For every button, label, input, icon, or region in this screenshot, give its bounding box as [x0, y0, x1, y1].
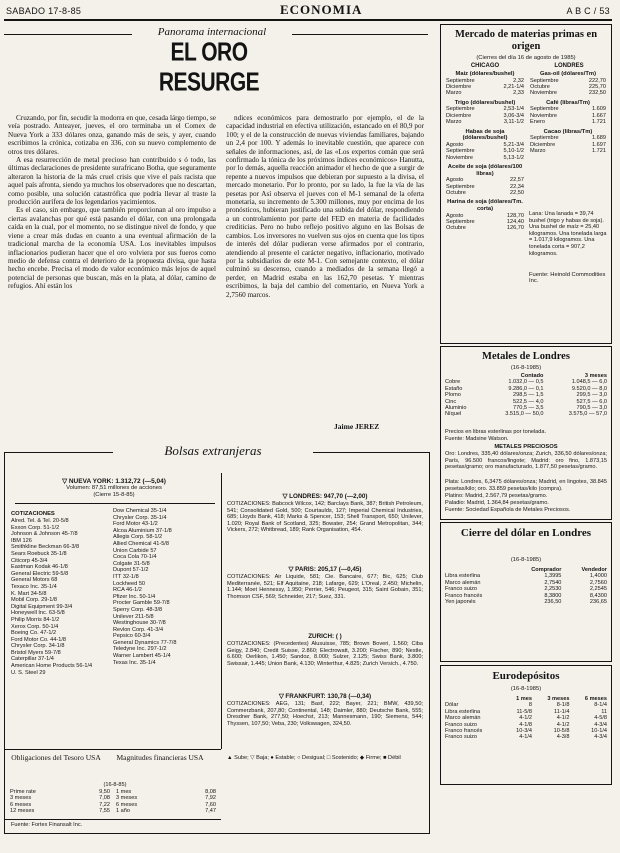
commodity-table — [445, 177, 525, 196]
paragraph: A esa resurrección de metal precioso han contribuido s ó todo, las últimas declaraciones de presidente surafricano Botha, que seguramente alteraron la historia de la más cruel crisis que vive el país racista que aquel país afronta, siendo ya muchos los observadores que no descartan, como posible, una solución catastrófica que podría llevar al traste la producción aurífera de los legendarios yacimientos. — [8, 156, 216, 207]
cell-value: 4-1/4 — [519, 734, 532, 741]
materias-note: Lana: Una lanada = 39,74 bushel (trigo y habas de soja). Una bushel de maíz = 25,40 kilogramos. Una tonelada larga = 1.017,9 kilogramos. Una tonelada corta = 907,2 kilogramos. — [529, 211, 607, 257]
row-label: Septiembre — [446, 183, 475, 190]
row-label: 3 meses — [10, 795, 32, 802]
row-label: Estaño — [445, 385, 463, 392]
cell-value: 1.689 — [592, 135, 606, 142]
stock-quote: Alred. Tel. & Tel. 20-5/8 — [11, 518, 69, 524]
panorama-col2 — [226, 114, 424, 414]
cell-value: 1,4000 — [589, 573, 607, 580]
commodity-table — [529, 106, 607, 125]
row-label: Prime rate — [10, 789, 36, 795]
cell-value: 22,57 — [510, 177, 524, 184]
cell-value: 232,50 — [588, 90, 606, 97]
stock-quote: Eastman Kodak 46-1/8 — [11, 564, 68, 571]
londres-list — [529, 71, 607, 154]
row-label: Franco francés — [445, 728, 483, 735]
table-row — [445, 119, 525, 125]
cell-value: 7,47 — [205, 808, 216, 815]
cell-value: 4-3/4 — [594, 734, 607, 741]
row-label: Septiembre — [446, 77, 475, 84]
column-header: 6 meses — [584, 696, 607, 702]
cell-value: 7,55 — [99, 808, 110, 815]
row-label: Noviembre — [530, 112, 558, 119]
cell-value: 5,13-1/2 — [503, 154, 524, 161]
cell-value: 5,21-3/4 — [503, 141, 524, 148]
cell-value: 1.697 — [592, 141, 606, 148]
euro-date: (16-8-1985) — [510, 686, 542, 692]
cell-value: 4-3/8 — [556, 734, 570, 741]
zurich-text: COTIZACIONES: (Precedentes) Alusuisse, 785; Brown Boveri, 1.560; Ciba Geigy, 2.840; Credit Suisse, 2.860; Electrowatt, 3.200; Fischer, 890; Nestle, 6.600; Oerlikon, 1.450; Sandoz, 8.000; Sulzer, 2.125; Swiss Bank, 3.800; Swissair, 1.445; Union Bank, 4.130; Winterthur, 4.825; Zurich Versich., 4.750. — [227, 641, 423, 667]
commodity-table — [445, 78, 525, 97]
paris-title: ▽ PARIS: 205,17 (—0,45) — [288, 566, 362, 573]
stock-quote: Coca Cola 70-1/4 — [113, 554, 157, 561]
stock-quote: General Electric 59-5/8 — [11, 570, 69, 577]
table-row — [529, 90, 607, 96]
stock-quote: Dupont 57-1/2 — [113, 567, 149, 574]
table-row — [9, 808, 111, 814]
row-label: Enero — [530, 119, 545, 126]
stock-quote: Bristol Myers 59-7/8 — [11, 649, 61, 656]
cell-value: 8,4300 — [589, 592, 607, 599]
row-label: Diciembre — [530, 141, 556, 148]
cell-value: 8-1/8 — [556, 702, 570, 709]
cierre-date: (16-8-1985) — [510, 557, 542, 563]
stock-quote: RCA 46-1/2 — [113, 587, 142, 594]
materias-section — [440, 24, 612, 344]
stock-quote: Lockheed 50 — [113, 580, 146, 587]
table-row — [529, 119, 607, 125]
stock-quote: ITT 32-1/8 — [113, 573, 139, 580]
commodity-table — [445, 106, 525, 125]
cierre-table — [444, 567, 608, 605]
stock-quote: Digital Equipment 99-3/4 — [11, 603, 73, 610]
cell-value: 5,10-1/2 — [503, 148, 524, 155]
materias-source: Fuente: Heinold Commodities Inc. — [529, 272, 606, 284]
row-label: Septiembre — [446, 219, 475, 226]
row-label: Libra esterlina — [445, 573, 481, 580]
paragraph: Cruzando, por fin, secudir la modorra en que, cesada lárgo tiempo, se veía postrado. Anteayer, jueves, el oro terminaba un el Comex de Nueva York a 333 dólares onza, ganando más de seis, y ayer, cuando escribimos la crónica, cotizaba en 336, con su nuevo complemento de otros tres dólares. — [8, 114, 216, 156]
metales-source-2: Fuente: Sociedad Española de Metales Preciosos. — [445, 507, 571, 513]
zurich-title: ZURICH: ( ) — [308, 633, 342, 640]
cell-value: 225,70 — [588, 84, 606, 90]
commodity-heading: Habas de soja (dólares/bushel) — [462, 128, 508, 142]
cell-value: 2,7540 — [544, 579, 562, 586]
commodity-heading: Harina de soja (dólares/Tm. corta) — [447, 199, 523, 213]
cell-value: 790,5 — 3,0 — [576, 405, 607, 412]
panorama-headline: EL ORO RESURGE — [158, 38, 260, 97]
row-label: Octubre — [530, 84, 550, 90]
row-label: Marco alemán — [445, 715, 481, 722]
stock-quote: Xerox Corp. 50-1/4 — [11, 623, 59, 630]
cell-value: 1.721 — [592, 148, 606, 155]
cell-value: 8,08 — [205, 789, 216, 795]
row-label: Octubre — [446, 225, 466, 232]
cell-value: 10-1/4 — [591, 728, 607, 735]
row-label: Septiembre — [446, 106, 475, 113]
panorama-col1 — [8, 114, 216, 436]
row-label: Marzo — [530, 148, 546, 155]
cell-value: 11-1/4 — [554, 708, 570, 715]
stock-quote: Exxon Corp. 51-1/2 — [11, 524, 60, 531]
cierre-title: Cierre del dólar en Londres — [460, 527, 592, 539]
frankfurt-text: COTIZACIONES: AEG, 131; Basf, 222; Bayer, 221; BMW, 439,50; Commerzbank, 207,80; Continental, 148; Daimler, 880; Deutsche Bank, 555; Dresdner Bank, 277,50; Hoechst, 213; Mannesmann, 190; Siemens, 544; Thyssen, 107,50; Veba, 230; Volkswagen, 324,50. — [227, 701, 423, 727]
ny-volume: Volumen: 87,51 millones de acciones — [66, 485, 162, 491]
cell-value: 3,06-3/4 — [503, 112, 524, 119]
cell-value: 7,08 — [99, 795, 110, 802]
cell-value: 4-1/8 — [519, 721, 532, 728]
row-label: 1 mes — [116, 789, 132, 795]
obligaciones-title: Obligaciones del Tesoro USA — [11, 753, 101, 762]
cell-value: 124,40 — [506, 219, 524, 226]
panorama-kicker: Panorama internacional — [132, 26, 292, 38]
cell-value: 8-1/4 — [594, 702, 607, 709]
table-row — [444, 411, 608, 417]
row-label: Yen japonés — [445, 599, 476, 606]
stock-quote: Texas Inc. 35-1/4 — [113, 659, 156, 666]
metales-title: Metales de Londres — [482, 351, 570, 362]
londres-label: LONDRES — [554, 63, 584, 69]
stock-quote: Boeing Co. 47-1/2 — [11, 630, 57, 637]
preciosos-title: METALES PRECIOSOS — [494, 444, 558, 450]
row-label: Diciembre — [446, 112, 472, 119]
cell-value: 11 — [601, 708, 607, 715]
stock-quote: Alcoa Aluminium 37-1/8 — [113, 527, 172, 534]
cell-value: 22,34 — [510, 183, 524, 190]
euro-section — [440, 665, 612, 785]
row-label: 12 meses — [10, 808, 35, 815]
column-header: 3 meses — [584, 373, 607, 379]
section-title: ECONOMIA — [280, 2, 363, 17]
stock-quote: Smithkline Beckman 66-3/8 — [11, 544, 80, 551]
stock-quote: Sperry Corp. 48-3/8 — [113, 606, 163, 613]
row-label: Noviembre — [530, 90, 558, 97]
bolsas-section — [4, 443, 430, 834]
cell-value: 299,5 — 3,0 — [576, 392, 607, 399]
cell-value: 2,7560 — [589, 579, 607, 586]
paragraph: Es el caso, sin embargo, que también proporcionan al oro impulso a ciertas avalanchas por qué está pasando el dólar, con una prolongada caída en la cual, por el momento, no se distingue nivel de fondo, y que viene a crear más dudas en cuanto a una eventual afirmación de la tradicional marcha de la economía USA. Los inevitables impulsos inflacionarios pudieran hacer que el oro volviera por sus fueros como medio de defensa contra el deterioro de la propuesta divisa, que hasta hecho encebe. Precisa el modo de valor económico más lejos de aquel potencial de personas que buscan, más en la plata, al dólar, camino de refugios. Ahí están los — [8, 206, 216, 291]
row-label: Septiembre — [530, 106, 559, 113]
obligaciones-table — [9, 789, 111, 815]
stock-quote: Honeywell Inc. 63-5/8 — [11, 610, 65, 617]
row-label: 3 meses — [116, 795, 138, 802]
row-label: Agosto — [446, 141, 464, 148]
table-row — [444, 599, 608, 605]
stock-quote: Allegis Corp. 58-1/2 — [113, 534, 163, 541]
commodity-heading: Maíz (dólares/bushel) — [455, 71, 515, 77]
row-label: Agosto — [446, 177, 464, 184]
row-label: Níquel — [445, 411, 462, 418]
commodity-table — [445, 213, 525, 232]
cell-value: 2,53-1/4 — [503, 106, 524, 113]
cell-value: 236,65 — [589, 599, 607, 606]
row-label: 6 meses — [116, 801, 138, 808]
cell-value: 128,70 — [506, 212, 524, 219]
cell-value: 4-1/2 — [556, 721, 570, 728]
stock-quote: K. Mart 34-5/8 — [11, 590, 47, 597]
commodity-heading: Cacao (libras/Tm) — [543, 128, 593, 135]
cell-value: 1.721 — [592, 119, 606, 126]
cell-value: 7,22 — [99, 801, 110, 808]
commodity-heading: Trigo (dólares/bushel) — [454, 99, 516, 106]
ny-close: (Cierre 15-8-85) — [93, 492, 135, 498]
cell-value: 4-3/4 — [594, 721, 607, 728]
row-label: Cobre — [445, 379, 461, 386]
row-label: Franco francés — [445, 592, 483, 599]
cell-value: 2,33 — [513, 90, 524, 97]
stock-quote: Union Carbide 57 — [113, 547, 157, 554]
table-row — [529, 148, 607, 154]
column-header: Comprador — [531, 567, 562, 573]
stock-quote: Chrysler Corp. 34-1/8 — [11, 643, 65, 650]
cell-value: 1.032,0 — 0,5 — [508, 379, 544, 386]
stock-quote: American Home Products 56-1/4 — [11, 663, 93, 670]
paladio-text: Paladio: Madrid, 1.364,84 pesetas/gramo. — [445, 500, 549, 506]
cell-value: 10-5/8 — [553, 728, 570, 735]
row-label: Marzo — [446, 119, 462, 126]
cell-value: 22,50 — [510, 190, 524, 197]
cierre-section — [440, 522, 612, 662]
plata-text: Plata: Londres, 6,3475 dólares/onza; Madrid, en lingotes, 38.845 pesetas/kilo; oro. 33.859 pesetas/kilo (compra). — [445, 479, 607, 492]
column-header: Contado — [520, 373, 544, 379]
cell-value: 2,2545 — [589, 586, 607, 593]
table-row — [444, 734, 608, 740]
page-number: A B C / 53 — [566, 6, 610, 16]
cell-value: 8,3800 — [544, 592, 562, 599]
metales-date: (16-8-1985) — [510, 365, 542, 371]
table-row — [445, 90, 525, 96]
oro-text: Oro: Londres, 335,40 dólares/onza; Zurich, 336,50 dólares/onza; París, 96.500 francos/lingote; Madrid: oro fino, 1.873,15 pesetas/gramo; oro manufacturado, 1.877,50 pesetas/gramo. — [445, 451, 607, 471]
stock-quote: Teledyne Inc. 297-1/2 — [113, 646, 167, 653]
row-label: Septiembre — [446, 148, 475, 155]
chicago-list — [445, 71, 525, 232]
bolsas-title: Bolsas extranjeras — [113, 443, 313, 459]
stock-quote: Citicorp 45-3/4 — [11, 557, 48, 564]
cell-value: 7,92 — [205, 795, 216, 802]
stock-quote: Johnson & Johnson 45-7/8 — [11, 531, 78, 538]
row-label: Aluminio — [445, 405, 467, 412]
column-header: 1 mes — [516, 696, 532, 702]
obligaciones-date: (16-8-85) — [103, 782, 127, 788]
stock-quote: Pfizer Inc. 50-1/4 — [113, 593, 156, 600]
row-label: Septiembre — [530, 77, 559, 84]
cell-value: 9.286,0 — 0,1 — [508, 385, 544, 392]
author: Jaime JEREZ — [334, 422, 380, 431]
stock-quote: Philip Morris 84-1/2 — [11, 616, 60, 623]
magnitudes-title: Magnitudes financieras USA — [116, 753, 204, 762]
table-row — [445, 225, 525, 231]
cell-value: 1.609 — [592, 106, 606, 113]
cell-value: 1.667 — [592, 112, 606, 119]
cell-value: 1.048,5 — 6,0 — [571, 379, 607, 386]
commodity-heading: Café (libras/Tm) — [546, 99, 590, 106]
panorama-section — [4, 24, 428, 442]
cell-value: 4-1/2 — [519, 715, 532, 722]
chicago-label: CHICAGO — [470, 63, 500, 69]
metales-section — [440, 346, 612, 520]
euro-table — [444, 696, 608, 741]
cell-value: 3.575,0 — 57,0 — [568, 411, 607, 418]
cell-value: 8 — [528, 702, 532, 709]
table-row — [445, 190, 525, 196]
ny-title: ▽ NUEVA YORK: 1.312,72 (—5,04) — [62, 478, 166, 485]
table-row — [445, 155, 525, 161]
metales-source: Fuente: Madsine Watson. — [445, 436, 509, 442]
frankfurt-title: ▽ FRANKFURT: 130,78 (—0,34) — [278, 693, 372, 700]
commodity-table — [529, 78, 607, 97]
cell-value: 11-5/8 — [516, 708, 532, 715]
stock-quote: Ford Motor Co. 44-1/8 — [11, 636, 67, 643]
column-header: 3 meses — [547, 696, 570, 702]
commodity-table — [529, 135, 607, 154]
stock-quote: Pepsico 60-3/4 — [113, 633, 151, 640]
stock-quote: Texaco Inc. 35-1/4 — [11, 583, 57, 590]
table-row — [115, 808, 217, 814]
metales-note: Precios en libras esterlinas por tonelada. — [445, 429, 547, 435]
cell-value: 2,21-1/4 — [503, 84, 524, 90]
bolsas-source: Fuente: Fortex Finansalt Inc. — [11, 822, 83, 828]
stock-quote: Unilever 211-5/8 — [113, 613, 154, 620]
stock-quote: General Motors 68 — [11, 577, 58, 584]
row-label: Franco suizo — [445, 734, 478, 741]
row-label: Cinc — [445, 398, 457, 405]
cell-value: 522,5 — 4,0 — [513, 398, 544, 405]
cell-value: 10-3/4 — [516, 728, 532, 735]
row-label: Noviembre — [446, 154, 474, 161]
metales-table — [444, 373, 608, 418]
commodity-table — [445, 142, 525, 161]
row-label: Libra esterlina — [445, 708, 481, 715]
row-label: Octubre — [446, 190, 466, 197]
stock-quote: Mobil Corp. 29-1/8 — [11, 597, 58, 604]
ny-heading: COTIZACIONES — [11, 511, 55, 517]
row-label: Agosto — [446, 212, 464, 219]
row-label: Marco alemán — [445, 579, 481, 586]
commodity-heading: Aceite de soja (dólares/100 libras) — [447, 164, 523, 177]
stock-quote: IBM 126 — [11, 537, 32, 544]
bolsas-legend: ▲ Sube; ▽ Baja; ● Estable; ○ Desigual; □ Sostenido; ◆ Firme; ■ Débil — [227, 755, 401, 761]
platino-text: Platino: Madrid, 2.567,79 pesetas/gramo. — [445, 493, 548, 499]
column-header: Vendedor — [581, 567, 607, 573]
row-label: Marzo — [446, 90, 462, 97]
row-label: Diciembre — [446, 84, 472, 90]
stock-quote: Colgate 31-5/8 — [113, 560, 150, 567]
cell-value: 9.520,0 — 8,0 — [571, 385, 607, 392]
stock-quote: Chrysler Corp. 35-1/4 — [113, 514, 167, 521]
stock-quote: Caterpillar 37-1/4 — [11, 656, 54, 663]
cell-value: 126,70 — [506, 225, 524, 232]
stock-quote: U. S. Steel 29 — [11, 669, 46, 676]
stock-quote: Sears Roebuck 35-1/8 — [11, 550, 67, 557]
stock-quote: General Dynamics 77-7/8 — [113, 639, 177, 646]
stock-quote: Ford Motor 43-1/2 — [113, 521, 158, 528]
magnitudes-table — [115, 789, 217, 815]
paris-text: COTIZACIONES: Air Liquide, 581; Cie. Bancaire, 677; Bic, 625; Club Mediterranée, 521; Elf Aquitaine, 218; Lafarge, 629; L'Oreal, 2.450; Michelin, 1.144; Moet Hennessy, 1.950; Perrier, 546; Peugeot, 315; Saint Gobain, 351; Thomson CSF, 569; Schneider, 217; Suez, 331. — [227, 574, 423, 600]
row-label: Septiembre — [530, 135, 559, 142]
stock-quote: Procter Gamble 59-7/8 — [113, 600, 170, 607]
row-label: Dólar — [445, 702, 459, 709]
cell-value: 770,5 — 3,5 — [513, 405, 544, 412]
cell-value: 3,11-1/2 — [503, 119, 524, 126]
materias-subtitle: (Cierres del día 16 de agosto de 1985) — [476, 55, 576, 61]
cell-value: 7,60 — [205, 801, 216, 808]
cell-value: 4-1/2 — [556, 715, 570, 722]
commodity-heading: Gas-oil (dólares/Tm) — [539, 71, 597, 77]
cell-value: 236,50 — [544, 599, 562, 606]
row-label: 1 año — [116, 808, 130, 815]
header-rule — [4, 19, 612, 21]
row-label: Franco suizo — [445, 721, 478, 728]
stock-quote: Allied Chemical 41-5/8 — [113, 540, 169, 547]
cell-value: 527,5 — 6,0 — [576, 398, 607, 405]
materias-title: Mercado de materias primas en origen — [454, 29, 598, 52]
ny-column-b — [113, 508, 217, 666]
ny-column-a — [11, 518, 111, 676]
cell-value: 9,50 — [99, 789, 110, 795]
euro-title: Eurodepósitos — [492, 670, 560, 682]
cell-value: 1,3995 — [544, 573, 562, 580]
cell-value: 2,2530 — [544, 586, 562, 593]
cell-value: 222,70 — [588, 77, 606, 84]
stock-quote: Dow Chemical 35-1/4 — [113, 508, 167, 514]
stock-quote: Warner Lambert 45-1/4 — [113, 653, 171, 660]
london-text: COTIZACIONES: Babcock Wilcox, 142; Barclays Bank, 387; British Petroleum, 541; Consolidated Gold, 500; Courtaulds, 127; Imperial Chemical Industries, 685; Lloyds Bank, 418; Marks & Spencer, 153; Shell Transport, 650; Unilever, 1.020; Royal Bank of Scotland, 325; Bowater, 254; Grand Metropolitan, 344; Vickers, 272; Whitbread, 189; Rank Organisation, 454. — [227, 501, 423, 534]
cell-value: 3.515,0 — 50,0 — [505, 411, 544, 418]
paragraph: ndices económicos para demostrarlo por ejemplo, el de la capacidad industrial en efectiva utilización, estancado en el 80,9 por 100; y el de la construcción de nuevas viviendas familiares, bajando un 2,4 por 100. Y además lo inevitable cuestión, que aparece con señales de informaciones, así, de las «Los expertos comán que será confirmado la tónica de los próximos índices económicos» Hanutta, por lo demás, aquella reacción animador el hecho de que a surgir de repente a nuevos impulsos que debieran por supuesto a la divisa, el mercado monetario. Por lo pronto, por su lado, la fue la vía de las pesetas por Así observa el jueves con el M-1 semanal de la oferta monetaria, su incremento de 5.300 millones, muy por encima de los pronósticos, hubieran justificado una subida del dólar, respondiendo a un controlamiento por parte del FED en materia de facilidades crediticias. Pero no hubo reflejo positivo alguno en las Bolsas de cambios. Los inversores no vuelven sus ojos en cuenta que los tipos de interés del dólar pudieran verse afirmados por el contrario, atendiendo al presente el carácter negativo, inflacionario, motivado por la subsidiarios de este M-1. Con semejante contexto, el dólar culminó su descenso, cuando a mediados de la semana llegó a perder, en Madrid estaba en las 162,70 pesetas. Y mientras escribimos, la baja del cambio del comentario, en Nueva York a 2,7560 marcos. — [226, 114, 424, 299]
cell-value: 4-5/8 — [594, 715, 607, 722]
cell-value: 298,5 — 1,5 — [513, 392, 544, 399]
stock-quote: Westinghouse 30-7/8 — [113, 620, 166, 627]
row-label: 6 meses — [10, 801, 32, 808]
row-label: Plomo — [445, 392, 461, 399]
stock-quote: Revlon Corp. 41-3/4 — [113, 626, 164, 633]
cell-value: 2,32 — [513, 77, 524, 84]
page-date: SABADO 17-8-85 — [6, 6, 82, 16]
london-title: ▽ LONDRES: 947,70 (—2,00) — [282, 493, 368, 500]
row-label: Franco suizo — [445, 586, 478, 593]
